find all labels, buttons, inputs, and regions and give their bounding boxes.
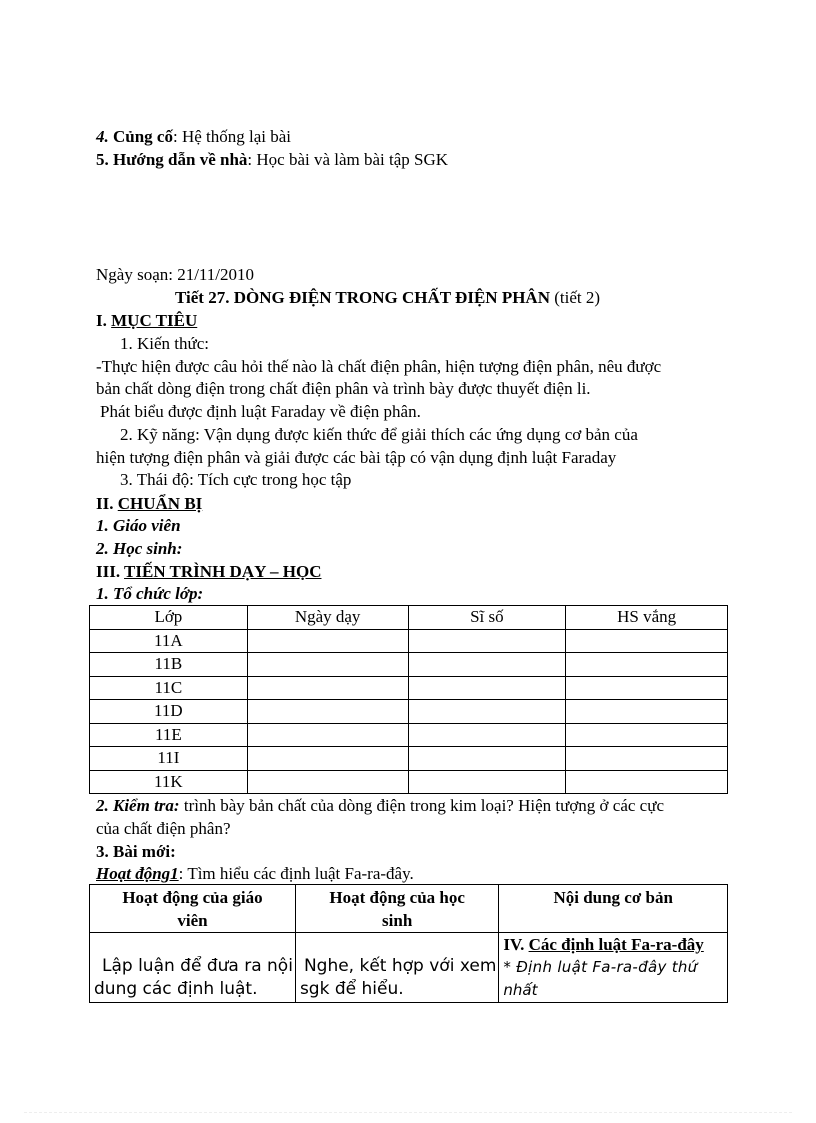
absent-cell[interactable]: [566, 676, 728, 700]
activity-text: : Tìm hiểu các định luật Fa-ra-đây.: [178, 864, 414, 883]
date-cell[interactable]: [247, 629, 408, 653]
date-line: Ngày soạn: 21/11/2010: [96, 265, 255, 284]
table-row: [90, 770, 728, 794]
header-line: Hoạt động của học: [329, 888, 465, 907]
section-1-heading: [96, 310, 197, 332]
new-lesson-label: 3. Bài mới:: [96, 842, 176, 861]
absent-cell[interactable]: [566, 700, 728, 724]
cell-line: sgk để hiểu.: [299, 979, 404, 999]
student-heading: [96, 538, 182, 560]
content-title-text: Các định luật Fa-ra-đây: [528, 935, 704, 954]
page-edge-divider: [24, 1112, 792, 1113]
check-text-1: trình bày bản chất của dòng điện trong kim loại? Hiện tượng ở các cực: [179, 796, 664, 815]
content-header: [499, 885, 728, 933]
teacher-label: 1. Giáo viên: [96, 516, 181, 535]
header-cell: Lớp: [90, 606, 248, 630]
count-cell[interactable]: [408, 629, 566, 653]
consolidate-label: Củng cố: [113, 127, 173, 146]
teacher-activity-cell: [90, 933, 296, 1003]
header-line: sinh: [382, 911, 413, 930]
date-cell[interactable]: [247, 723, 408, 747]
lesson-title-bold: Tiết 27. DÒNG ĐIỆN TRONG CHẤT ĐIỆN PHÂN: [175, 288, 550, 307]
check-label: 2. Kiểm tra:: [96, 796, 180, 815]
section-2-title: CHUẨN BỊ: [117, 494, 203, 513]
count-cell[interactable]: [408, 676, 566, 700]
skills-line-1: 2. Kỹ năng: Vận dụng được kiến thức để giải thích các ứng dụng cơ bản của: [120, 425, 638, 444]
class-cell: 11I: [90, 747, 248, 771]
table-row: [90, 933, 728, 1003]
new-lesson-heading: [96, 841, 176, 863]
header-line: Nội dung cơ bản: [553, 888, 673, 907]
date-cell[interactable]: [247, 676, 408, 700]
header-cell: Sĩ số: [408, 606, 566, 630]
absent-cell[interactable]: [566, 747, 728, 771]
absent-cell[interactable]: [566, 653, 728, 677]
knowledge-heading: 1. Kiến thức:: [120, 334, 210, 353]
class-table: [89, 605, 728, 794]
header-line: Hoạt động của giáo: [122, 888, 263, 907]
table-header-row: [90, 885, 728, 933]
knowledge-line-3: Phát biểu được định luật Faraday về điện phân.: [100, 402, 421, 421]
homework-text: : Học bài và làm bài tập SGK: [247, 150, 449, 169]
count-cell[interactable]: [408, 770, 566, 794]
count-cell[interactable]: [408, 747, 566, 771]
count-cell[interactable]: [408, 653, 566, 677]
table-row: [90, 676, 728, 700]
class-cell: 11B: [90, 653, 248, 677]
header-cell: Ngày dạy: [247, 606, 408, 630]
section-1-title: MỤC TIÊU: [111, 311, 198, 330]
student-activity-cell: [295, 933, 498, 1003]
table-row: [90, 747, 728, 771]
consolidate-text: : Hệ thống lại bài: [172, 127, 292, 146]
homework-line: [96, 149, 448, 171]
content-line: * Định luật Fa-ra-đây thứ: [503, 958, 698, 976]
cell-line: Lập luận để đưa ra nội: [102, 956, 293, 976]
table-row: [90, 653, 728, 677]
activity-line: [96, 863, 414, 885]
class-cell: 11K: [90, 770, 248, 794]
org-label: 1. Tổ chức lớp:: [96, 584, 204, 603]
content-title: [503, 933, 723, 956]
student-label: 2. Học sinh:: [96, 539, 183, 558]
homework-label: 5. Hướng dẫn về nhà: [96, 150, 248, 169]
content-title-num: IV.: [503, 935, 529, 954]
table-row: [90, 723, 728, 747]
attitude-line: 3. Thái độ: Tích cực trong học tập: [120, 470, 352, 489]
check-line-2: của chất điện phân?: [96, 819, 231, 838]
section-3-num: III.: [96, 562, 125, 581]
absent-cell[interactable]: [566, 723, 728, 747]
date-cell[interactable]: [247, 747, 408, 771]
consolidate-num: 4.: [96, 127, 109, 146]
class-cell: 11E: [90, 723, 248, 747]
teacher-heading: [96, 515, 181, 537]
activity-label: Hoạt động1: [96, 864, 179, 883]
check-line-1: [96, 795, 664, 817]
header-line: viên: [177, 911, 208, 930]
section-2-num: II.: [96, 494, 118, 513]
date-cell[interactable]: [247, 700, 408, 724]
content-line: nhất: [503, 981, 538, 999]
class-cell: 11A: [90, 629, 248, 653]
org-heading: [96, 583, 203, 605]
date-cell[interactable]: [247, 653, 408, 677]
activity-table: [89, 884, 728, 1003]
cell-line: dung các định luật.: [94, 979, 258, 999]
section-1-num: I.: [96, 311, 112, 330]
count-cell[interactable]: [408, 700, 566, 724]
table-header-row: [90, 606, 728, 630]
section-2-heading: [96, 493, 202, 515]
knowledge-line-1: -Thực hiện được câu hỏi thế nào là chất điện phân, hiện tượng điện phân, nêu được: [96, 357, 662, 376]
content-cell: [499, 933, 728, 1003]
absent-cell[interactable]: [566, 770, 728, 794]
skills-line-2: hiện tượng điện phân và giải được các bài tập có vận dụng định luật Faraday: [96, 448, 617, 467]
absent-cell[interactable]: [566, 629, 728, 653]
knowledge-line-2: bản chất dòng điện trong chất điện phân và trình bày được thuyết điện li.: [96, 379, 591, 398]
count-cell[interactable]: [408, 723, 566, 747]
table-row: [90, 700, 728, 724]
header-cell: HS vắng: [566, 606, 728, 630]
section-3-title: TIẾN TRÌNH DẠY – HỌC: [124, 562, 322, 581]
class-cell: 11C: [90, 676, 248, 700]
consolidate-line: [96, 126, 291, 148]
class-cell: 11D: [90, 700, 248, 724]
section-3-heading: [96, 561, 321, 583]
teacher-activity-header: [90, 885, 296, 933]
lesson-title: [175, 287, 600, 309]
date-cell[interactable]: [247, 770, 408, 794]
cell-line: Nghe, kết hợp với xem: [303, 956, 497, 976]
student-activity-header: [295, 885, 498, 933]
lesson-title-rest: (tiết 2): [549, 288, 601, 307]
table-row: [90, 629, 728, 653]
